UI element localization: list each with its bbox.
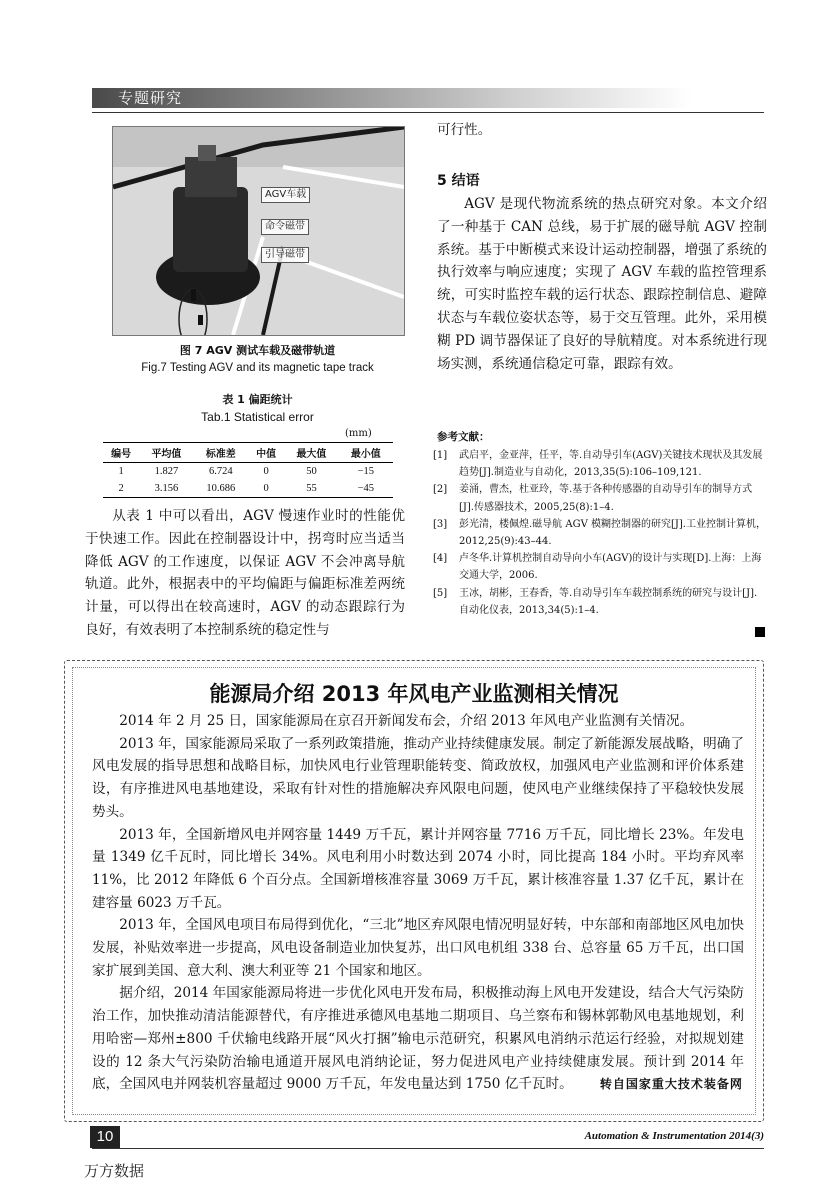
news-paragraph: 2013 年，全国新增风电并网容量 1449 万千瓦，累计并网容量 7716 万千瓦，同比增长 23%。年发电量 1349 亿千瓦时，同比增长 34%。风电利用小时数达到 2074 小时，同比提高 184 小时。平均弃风率 11%，比 2012 年降低 6 个百分点。全国新增核准容量 3069 万千瓦，累计核准容量 1.37 亿千瓦，累计在建容量 6023 万千瓦。 [92,826,744,911]
table-header-cell: 最大值 [284,443,338,463]
article-end-mark [755,627,765,637]
reference-text: 王冰，胡彬，王春香，等.自动导引车车载控制系统的研究与设计[J].自动化仪表，2013,34(5):1–4. [459,587,758,616]
news-paragraph-text: 据介绍，2014 年国家能源局将进一步优化风电开发布局，积极推动海上风电开发建设，结合大气污染防治工作，加快推动清洁能源替代，有序推进承德风电基地二期项目、乌兰察布和锡林郭勒风电基地规划，利用哈密—郑州±800 千伏输电线路开展“风火打捆”输电示范研究，积累风电消纳示范运行经验，对拟规划建设的 12 条大气污染防治输电通道开展风电消纳论证，努力促进风电产业持续健康发展。预计到 2014 年底，全国风电并网装机容量超过 9000 万千瓦，年发电量达到 1750 亿千瓦时。 [92,985,744,1093]
header-divider [92,112,764,113]
news-source: 转自国家重大技术装备网 [599,1077,743,1092]
footer-divider [92,1148,764,1149]
table-cell: −45 [339,480,393,498]
callout-guide-tape: 引导磁带 [261,247,309,263]
table-header-cell: 平均值 [139,443,193,463]
reference-item [433,447,767,481]
table-row [103,463,393,481]
reference-number: [3] [433,518,448,530]
references-list [433,447,767,619]
reference-text: 武启平，金亚萍，任平，等.自动导引车(AGV)关键技术现状及其发展趋势[J].制造业与自动化，2013,35(5):106–109,121. [459,450,763,479]
table-cell: −15 [357,466,375,477]
table-cell: 50 [306,466,317,477]
table-cell: 0 [263,466,269,477]
table-unit: (mm) [345,428,372,439]
table-header-row [103,443,393,463]
reference-text: 姜涌，曹杰，杜亚玲，等.基于各种传感器的自动导引车的制导方式[J].传感器技术，2005,25(8):1–4. [459,484,753,513]
table-header-cell: 中值 [248,443,284,463]
table-header-cell: 编号 [103,443,139,463]
table-header-cell: 标准差 [194,443,248,463]
reference-text: 彭光清，楼佩煌.磁导航 AGV 模糊控制器的研究[J].工业控制计算机，2012,25(9):43–44. [459,518,766,548]
watermark-text: 万方数据 [84,1162,145,1180]
reference-item [433,585,767,619]
reference-item [433,516,767,550]
callout-command-tape: 命令磁带 [261,219,309,235]
table-cell: 2 [103,480,139,498]
reference-number: [1] [433,450,448,461]
conclusion-paragraph: AGV 是现代物流系统的热点研究对象。本文介绍了一种基于 CAN 总线，易于扩展的磁导航 AGV 控制系统。基于中断模式来设计运动控制器，增强了系统的执行效率与响应速度；实现了 AGV 车载的监控管理系统，可实时监控车载的运行状态、跟踪控制信息、避障状态与车载位姿状态等，易于交互管理。此外，采用模糊 PD 调节器保证了良好的导航精度。对本系统进行现场实测，系统通信稳定可靠，跟踪有效。 [437,196,767,372]
body-paragraph-left: 从表 1 中可以看出，AGV 慢速作业时的性能优于快速工作。因此在控制器设计中，拐弯时应当适当降低 AGV 的工作速度，以保证 AGV 不会冲离导航轨道。此外，根据表中的平均偏距与偏距标准差两统计量，可以得出在较高速时，AGV 的动态跟踪行为良好，有效表明了本控制系统的稳定性与 [85,508,405,638]
section-heading-conclusion: 5 结语 [437,173,480,189]
reference-item [433,550,767,584]
table-row [103,480,393,498]
news-paragraph: 2013 年，国家能源局采取了一系列政策措施，推动产业持续健康发展。制定了新能源发展战略，明确了风电发展的指导思想和战略目标，加快风电行业管理职能转变、简政放权，加强风电产业监测和评价体系建设，有序推进风电基地建设，采取有针对性的措施解决弃风限电问题，使风电产业继续保持了平稳较快发展势头。 [92,735,744,820]
table-cell: 6.724 [209,466,233,477]
table-cell: 55 [284,480,338,498]
news-body [92,710,744,1096]
reference-number: [5] [433,587,448,599]
journal-name: Automation & Instrumentation 2014(3) [584,1130,764,1142]
figure-caption-en: Fig.7 Testing AGV and its magnetic tape track [141,362,374,374]
references-heading: 参考文献： [437,431,490,443]
callout-agv-vehicle: AGV车载 [261,187,310,203]
section-header-label: 专题研究 [118,89,183,107]
news-paragraph: 2013 年，全国风电项目布局得到优化，“三北”地区弃风限电情况明显好转，中东部和南部地区风电加快发展，补贴效率进一步提高，风电设备制造业加快复苏，出口风电机组 338 台、总容量 65 万千瓦，出口国家扩展到美国、意大利、澳大利亚等 21 个国家和地区。 [92,917,744,979]
table-cell: 10.686 [194,480,248,498]
body-paragraph-continuation: 可行性。 [437,122,492,138]
table-title-cn: 表 1 偏距统计 [222,393,293,406]
news-paragraph: 2014 年 2 月 25 日，国家能源局在京召开新闻发布会，介绍 2013 年风电产业监测有关情况。 [119,713,694,729]
news-paragraph [92,982,744,1096]
page-number: 10 [90,1126,120,1148]
table-cell: 1 [118,466,124,477]
agv-photo-illustration [113,127,404,335]
reference-number: [4] [433,553,448,565]
table-cell: 1.827 [154,466,179,477]
reference-text: 卢冬华.计算机控制自动导向小车(AGV)的设计与实现[D].上海：上海交通大学，2006. [459,553,762,582]
figure-photo [112,126,405,336]
table-title-en: Tab.1 Statistical error [201,410,314,424]
table-cell: 0 [248,480,284,498]
table-header-cell: 最小值 [339,443,393,463]
reference-item [433,481,767,515]
reference-number: [2] [433,484,448,496]
news-title: 能源局介绍 2013 年风电产业监测相关情况 [209,682,619,706]
figure-caption-cn: 图 7 AGV 测试车载及磁带轨道 [179,344,336,357]
table-cell: 3.156 [139,480,193,498]
error-statistics-table [103,442,393,498]
